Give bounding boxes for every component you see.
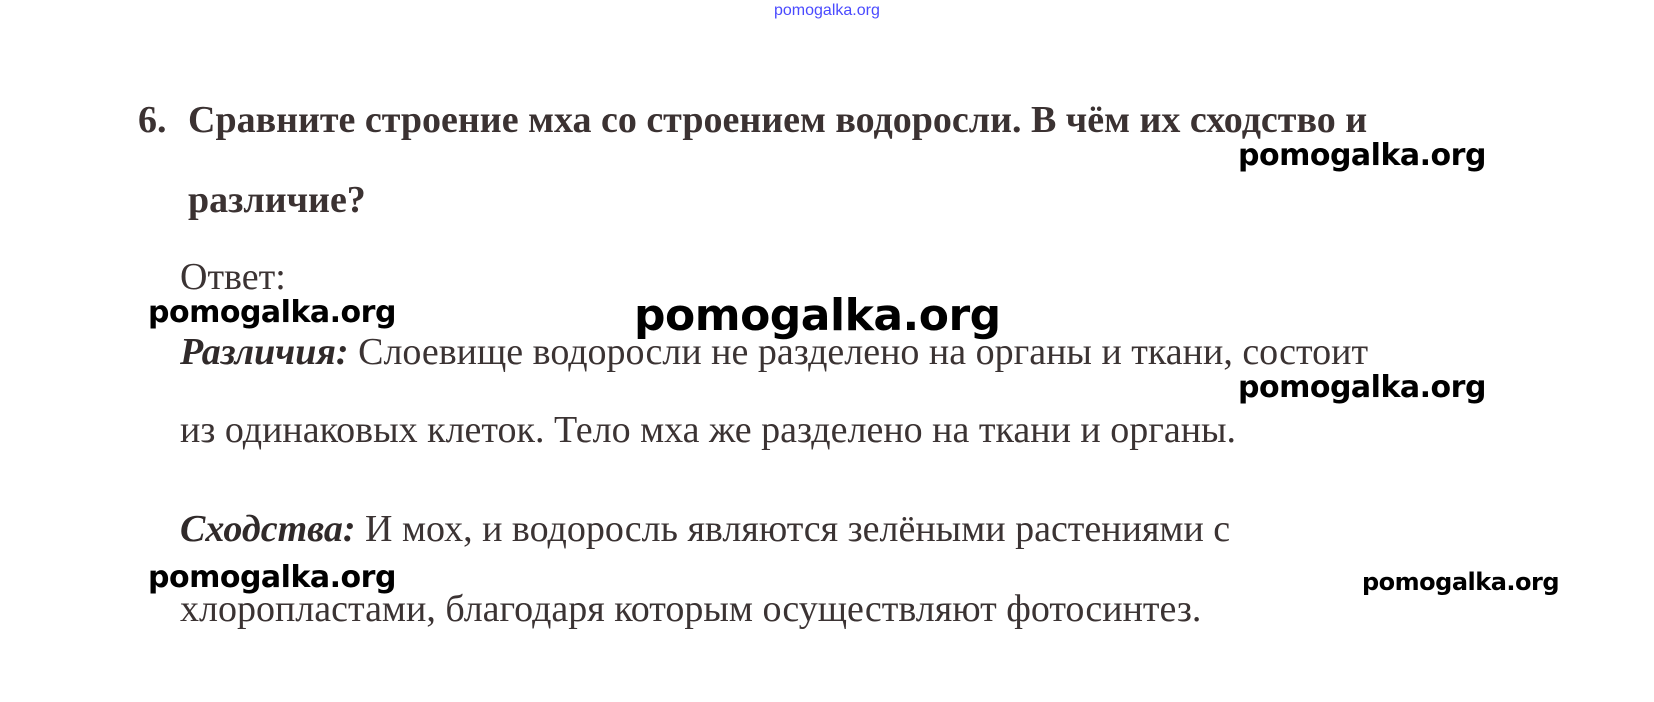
question-text-line-2: различие?	[188, 179, 366, 221]
watermark: pomogalka.org	[1362, 568, 1560, 596]
question-number: 6.	[138, 99, 167, 141]
similarities-term: Сходства:	[180, 508, 356, 550]
differences-line-2: из одинаковых клеток. Тело мха же разделено на ткани и органы.	[180, 409, 1237, 451]
site-link[interactable]: pomogalka.org	[774, 2, 880, 19]
watermark: pomogalka.org	[634, 290, 1001, 341]
similarities-line-1	[180, 507, 1230, 551]
similarities-line-2: хлоропластами, благодаря которым осуществляют фотосинтез.	[180, 588, 1202, 630]
similarities-text-1: И мох, и водоросль являются зелёными растениями с	[355, 508, 1231, 550]
watermark: pomogalka.org	[148, 295, 396, 330]
watermark: pomogalka.org	[1238, 138, 1486, 173]
watermark: pomogalka.org	[1238, 370, 1486, 405]
differences-term: Различия:	[180, 331, 349, 373]
differences-text-1: Слоевище водоросли не разделено на органы и ткани, состоит	[348, 331, 1369, 373]
answer-label: Ответ:	[180, 256, 286, 298]
question-text-line-1: Сравните строение мха со строением водоросли. В чём их сходство и	[188, 99, 1368, 141]
watermark: pomogalka.org	[148, 560, 396, 595]
